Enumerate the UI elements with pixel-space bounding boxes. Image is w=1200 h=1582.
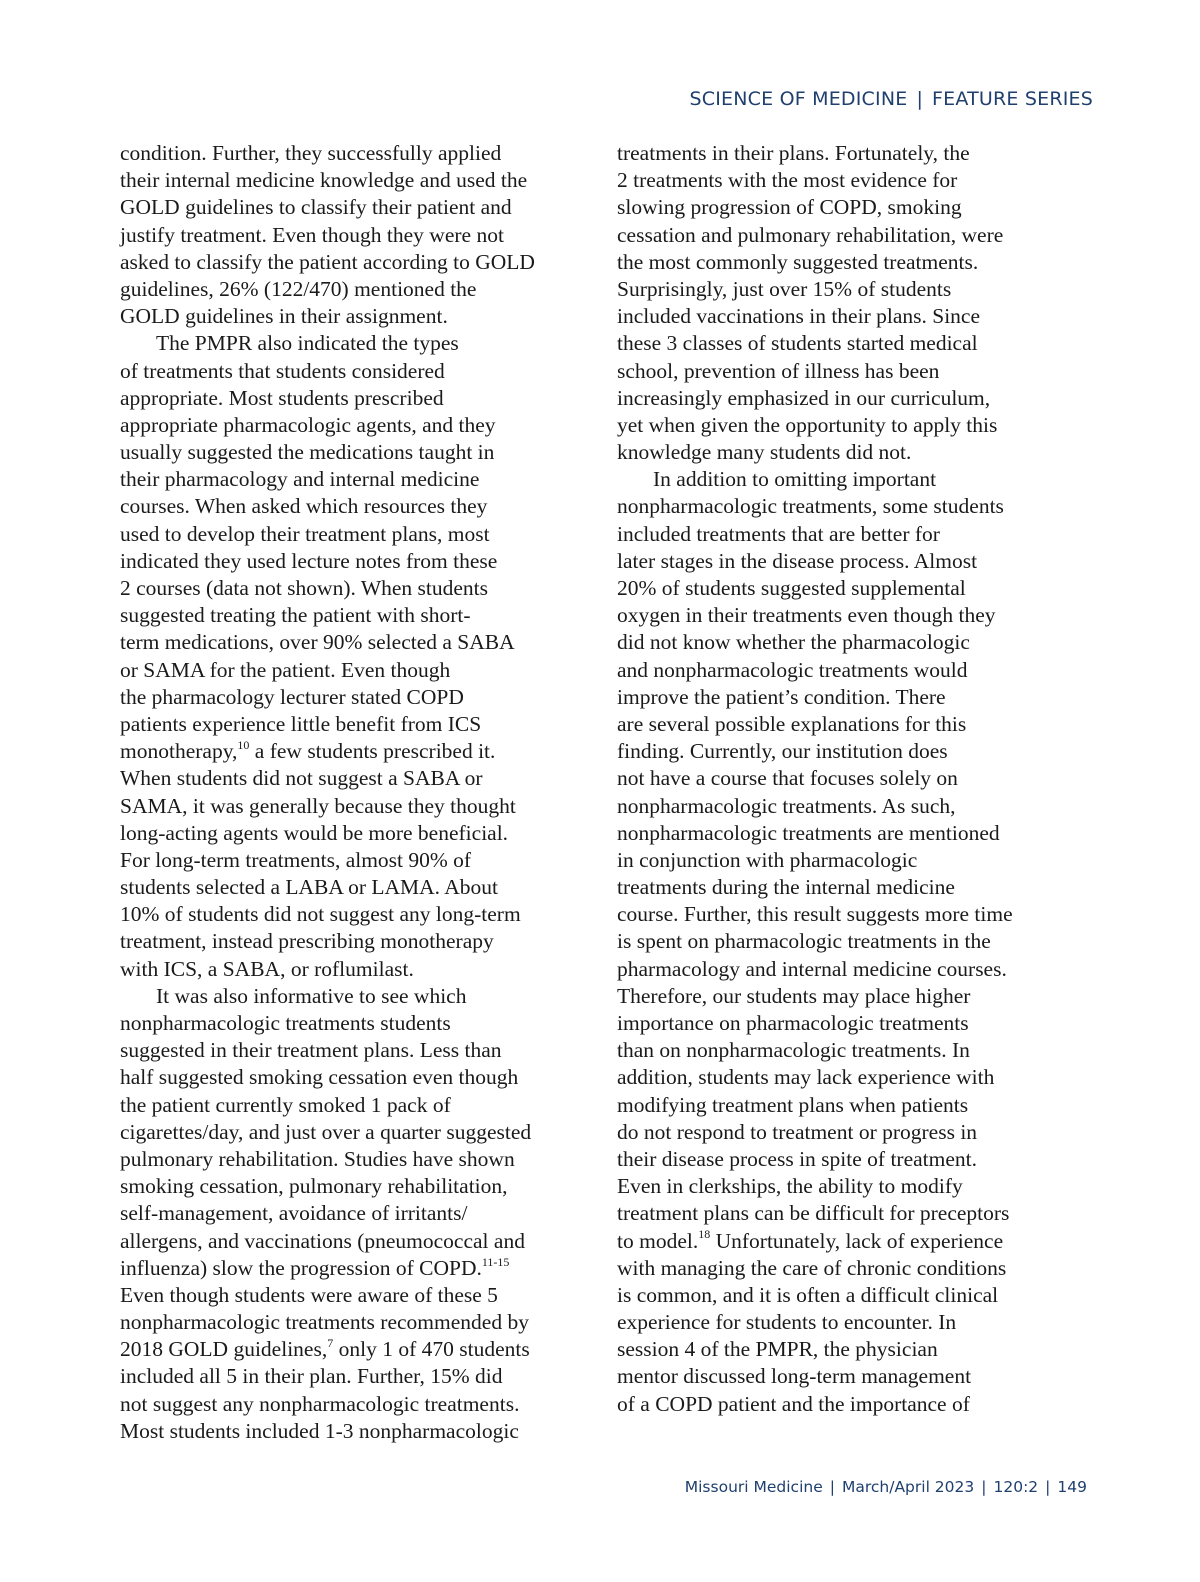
- line-text: SAMA, it was generally because they thought: [120, 793, 516, 818]
- text-line: [617, 412, 1037, 439]
- line-text: suggested in their treatment plans. Less than: [120, 1038, 502, 1063]
- text-line: [617, 1363, 1037, 1390]
- text-line: [617, 575, 1037, 602]
- text-line: [617, 330, 1037, 357]
- line-text: used to develop their treatment plans, most: [120, 521, 490, 546]
- text-line: [120, 901, 565, 928]
- text-line: [617, 956, 1037, 983]
- line-text: nonpharmacologic treatments, some students: [617, 494, 1004, 519]
- text-line: [617, 493, 1037, 520]
- text-line: [617, 140, 1037, 167]
- line-text: suggested treating the patient with short-: [120, 603, 471, 628]
- line-text: term medications, over 90% selected a SABA: [120, 630, 515, 655]
- line-text: their pharmacology and internal medicine: [120, 467, 480, 492]
- text-line: [120, 847, 565, 874]
- citation-superscript: 10: [237, 737, 250, 752]
- citation-superscript: 18: [698, 1227, 711, 1242]
- text-line: [617, 983, 1037, 1010]
- line-text-continued: Unfortunately, lack of experience: [710, 1228, 1004, 1253]
- text-line: [617, 1146, 1037, 1173]
- footer-page-number: 149: [1057, 1478, 1087, 1496]
- line-text: Even though students were aware of these 5: [120, 1282, 498, 1307]
- line-text: not suggest any nonpharmacologic treatments.: [120, 1391, 520, 1416]
- text-line: [120, 1309, 565, 1336]
- text-line: [120, 1200, 565, 1227]
- text-line: [120, 793, 565, 820]
- text-line: [617, 928, 1037, 955]
- line-text: with managing the care of chronic conditions: [617, 1255, 1007, 1280]
- footer-issue: March/April 2023: [841, 1478, 975, 1496]
- text-line: [120, 358, 565, 385]
- line-text: the most commonly suggested treatments.: [617, 249, 979, 274]
- text-line: [120, 928, 565, 955]
- line-text: the pharmacology lecturer stated COPD: [120, 684, 464, 709]
- text-line: [617, 194, 1037, 221]
- line-text: Even in clerkships, the ability to modify: [617, 1174, 963, 1199]
- line-text: influenza) slow the progression of COPD.: [120, 1255, 482, 1280]
- footer-volume: 120:2: [993, 1478, 1039, 1496]
- line-text: monotherapy,: [120, 739, 238, 764]
- line-text: For long-term treatments, almost 90% of: [120, 847, 472, 872]
- line-text: patients experience little benefit from ICS: [120, 711, 482, 736]
- text-line: [617, 901, 1037, 928]
- line-text: these 3 classes of students started medical: [617, 331, 978, 356]
- text-line: [617, 629, 1037, 656]
- text-line: [120, 276, 565, 303]
- line-text: nonpharmacologic treatments recommended by: [120, 1310, 529, 1335]
- text-line: [120, 1255, 565, 1282]
- line-text: cigarettes/day, and just over a quarter suggested: [120, 1119, 532, 1144]
- text-line: [617, 793, 1037, 820]
- footer-journal: Missouri Medicine: [684, 1478, 823, 1496]
- text-line: [120, 466, 565, 493]
- text-line: [617, 358, 1037, 385]
- text-line: [120, 194, 565, 221]
- text-line: [120, 1173, 565, 1200]
- line-text: included treatments that are better for: [617, 521, 940, 546]
- line-text: Therefore, our students may place higher: [617, 983, 971, 1008]
- line-text: 2 treatments with the most evidence for: [617, 168, 958, 193]
- line-text: oxygen in their treatments even though they: [617, 603, 996, 628]
- right-text-column: [617, 140, 1037, 1418]
- text-line: [617, 1255, 1037, 1282]
- text-line: [617, 521, 1037, 548]
- line-text: not have a course that focuses solely on: [617, 766, 958, 791]
- text-line: [617, 276, 1037, 303]
- line-text: smoking cessation, pulmonary rehabilitation,: [120, 1174, 508, 1199]
- header-separator: |: [916, 88, 924, 110]
- line-text: GOLD guidelines to classify their patient and: [120, 195, 512, 220]
- line-text: It was also informative to see which: [156, 983, 467, 1008]
- line-text: is spent on pharmacologic treatments in the: [617, 929, 991, 954]
- line-text: experience for students to encounter. In: [617, 1310, 957, 1335]
- line-text: course. Further, this result suggests more time: [617, 902, 1013, 927]
- line-text: importance on pharmacologic treatments: [617, 1011, 969, 1035]
- text-line: [120, 330, 565, 357]
- line-text: pharmacology and internal medicine courses.: [617, 956, 1007, 981]
- running-header: [690, 88, 1093, 110]
- line-text: addition, students may lack experience with: [617, 1065, 995, 1090]
- text-line: [617, 738, 1037, 765]
- line-text: later stages in the disease process. Almost: [617, 548, 978, 573]
- line-text: The PMPR also indicated the types: [156, 331, 459, 356]
- text-line: [120, 874, 565, 901]
- line-text: nonpharmacologic treatments. As such,: [617, 793, 956, 818]
- citation-superscript: 11-15: [481, 1254, 510, 1269]
- line-text: do not respond to treatment or progress in: [617, 1119, 978, 1144]
- text-line: [120, 1363, 565, 1390]
- text-line: [617, 1173, 1037, 1200]
- line-text: usually suggested the medications taught in: [120, 440, 495, 465]
- line-text: 2018 GOLD guidelines,: [120, 1337, 328, 1362]
- text-line: [120, 222, 565, 249]
- text-line: [120, 983, 565, 1010]
- line-text: 2 courses (data not shown). When students: [120, 576, 489, 600]
- line-text-continued: a few students prescribed it.: [249, 739, 496, 764]
- line-text: 10% of students did not suggest any long-term: [120, 902, 521, 927]
- line-text: long-acting agents would be more beneficial.: [120, 820, 509, 845]
- text-line: [617, 1336, 1037, 1363]
- text-line: [120, 167, 565, 194]
- text-line: [120, 1391, 565, 1418]
- text-line: [617, 602, 1037, 629]
- text-line: [617, 1391, 1037, 1418]
- line-text: session 4 of the PMPR, the physician: [617, 1337, 938, 1362]
- text-line: [617, 1037, 1037, 1064]
- line-text: or SAMA for the patient. Even though: [120, 657, 451, 682]
- text-line: [617, 657, 1037, 684]
- page-footer: [685, 1478, 1087, 1496]
- text-line: [120, 439, 565, 466]
- footer-separator: |: [829, 1478, 835, 1496]
- text-line: [120, 629, 565, 656]
- text-line: [617, 1228, 1037, 1255]
- line-text: When students did not suggest a SABA or: [120, 766, 483, 791]
- line-text: allergens, and vaccinations (pneumococcal and: [120, 1228, 525, 1253]
- text-line: [120, 1228, 565, 1255]
- header-section: SCIENCE OF MEDICINE: [689, 88, 908, 110]
- line-text: increasingly emphasized in our curriculum,: [617, 385, 991, 410]
- line-text: self-management, avoidance of irritants/: [120, 1201, 468, 1226]
- text-line: [120, 249, 565, 276]
- text-line: [120, 1418, 565, 1445]
- line-text: modifying treatment plans when patients: [617, 1092, 969, 1117]
- line-text: appropriate pharmacologic agents, and they: [120, 412, 496, 437]
- line-text: and nonpharmacologic treatments would: [617, 657, 968, 682]
- line-text: included vaccinations in their plans. Since: [617, 304, 981, 329]
- text-line: [120, 1010, 565, 1037]
- text-line: [120, 956, 565, 983]
- text-line: [617, 1092, 1037, 1119]
- line-text: finding. Currently, our institution does: [617, 739, 948, 764]
- text-line: [120, 1119, 565, 1146]
- text-line: [120, 684, 565, 711]
- line-text: 20% of students suggested supplemental: [617, 576, 966, 600]
- footer-separator: |: [1045, 1478, 1051, 1496]
- line-text: Most students included 1-3 nonpharmacologic: [120, 1418, 519, 1443]
- line-text: asked to classify the patient according to GOLD: [120, 249, 535, 274]
- text-line: [120, 303, 565, 330]
- text-line: [617, 684, 1037, 711]
- line-text: treatment plans can be difficult for preceptors: [617, 1201, 1010, 1226]
- text-line: [120, 385, 565, 412]
- line-text: treatments in their plans. Fortunately, the: [617, 141, 970, 165]
- line-text: indicated they used lecture notes from these: [120, 548, 498, 573]
- text-line: [617, 222, 1037, 249]
- line-text: cessation and pulmonary rehabilitation, were: [617, 222, 1004, 247]
- text-line: [617, 466, 1037, 493]
- line-text: mentor discussed long-term management: [617, 1364, 972, 1389]
- text-line: [617, 874, 1037, 901]
- footer-separator: |: [981, 1478, 987, 1496]
- line-text: GOLD guidelines in their assignment.: [120, 304, 448, 329]
- line-text: courses. When asked which resources they: [120, 494, 488, 519]
- text-line: [617, 1200, 1037, 1227]
- text-line: [617, 1282, 1037, 1309]
- text-line: [120, 575, 565, 602]
- line-text: improve the patient’s condition. There: [617, 684, 946, 709]
- line-text-continued: only 1 of 470 students: [333, 1337, 530, 1362]
- text-line: [120, 711, 565, 738]
- line-text: treatments during the internal medicine: [617, 875, 955, 900]
- text-line: [120, 765, 565, 792]
- text-line: [120, 521, 565, 548]
- line-text: with ICS, a SABA, or roflumilast.: [120, 956, 414, 981]
- line-text: students selected a LABA or LAMA. About: [120, 875, 498, 900]
- line-text: justify treatment. Even though they were not: [120, 222, 504, 247]
- line-text: appropriate. Most students prescribed: [120, 385, 444, 410]
- text-line: [617, 1064, 1037, 1091]
- text-line: [617, 439, 1037, 466]
- line-text: condition. Further, they successfully applied: [120, 141, 502, 165]
- text-line: [120, 140, 565, 167]
- text-line: [120, 1336, 565, 1363]
- text-line: [120, 657, 565, 684]
- text-line: [120, 548, 565, 575]
- text-line: [617, 249, 1037, 276]
- text-line: [617, 847, 1037, 874]
- text-line: [617, 385, 1037, 412]
- line-text: of treatments that students considered: [120, 358, 445, 383]
- line-text: pulmonary rehabilitation. Studies have shown: [120, 1146, 515, 1171]
- line-text: yet when given the opportunity to apply this: [617, 412, 998, 437]
- text-line: [120, 1282, 565, 1309]
- text-line: [617, 765, 1037, 792]
- text-line: [617, 303, 1037, 330]
- line-text: half suggested smoking cessation even though: [120, 1065, 519, 1090]
- line-text: to model.: [617, 1228, 699, 1253]
- line-text: treatment, instead prescribing monotherapy: [120, 929, 494, 954]
- line-text: nonpharmacologic treatments students: [120, 1011, 451, 1035]
- text-line: [120, 602, 565, 629]
- header-series: FEATURE SERIES: [932, 88, 1093, 110]
- text-line: [617, 711, 1037, 738]
- line-text: of a COPD patient and the importance of: [617, 1391, 970, 1416]
- line-text: slowing progression of COPD, smoking: [617, 195, 962, 220]
- text-line: [617, 167, 1037, 194]
- text-line: [120, 1064, 565, 1091]
- text-line: [617, 1010, 1037, 1037]
- line-text: the patient currently smoked 1 pack of: [120, 1092, 451, 1117]
- left-text-column: [120, 140, 565, 1445]
- text-line: [120, 738, 565, 765]
- line-text: nonpharmacologic treatments are mentioned: [617, 820, 1000, 845]
- line-text: than on nonpharmacologic treatments. In: [617, 1038, 970, 1063]
- line-text: is common, and it is often a difficult clinical: [617, 1282, 999, 1307]
- text-line: [120, 412, 565, 439]
- text-line: [617, 1119, 1037, 1146]
- line-text: school, prevention of illness has been: [617, 358, 940, 383]
- line-text: in conjunction with pharmacologic: [617, 847, 918, 872]
- text-line: [617, 548, 1037, 575]
- line-text: their internal medicine knowledge and used the: [120, 168, 528, 193]
- text-line: [120, 1037, 565, 1064]
- text-line: [617, 820, 1037, 847]
- text-line: [120, 1146, 565, 1173]
- line-text: are several possible explanations for this: [617, 711, 967, 736]
- line-text: their disease process in spite of treatment.: [617, 1146, 978, 1171]
- text-line: [120, 820, 565, 847]
- line-text: included all 5 in their plan. Further, 15% did: [120, 1364, 503, 1389]
- text-line: [617, 1309, 1037, 1336]
- line-text: In addition to omitting important: [653, 467, 937, 492]
- citation-superscript: 7: [327, 1336, 334, 1351]
- line-text: Surprisingly, just over 15% of students: [617, 276, 952, 301]
- line-text: did not know whether the pharmacologic: [617, 630, 970, 655]
- text-line: [120, 1092, 565, 1119]
- line-text: guidelines, 26% (122/470) mentioned the: [120, 276, 477, 301]
- line-text: knowledge many students did not.: [617, 440, 912, 465]
- text-line: [120, 493, 565, 520]
